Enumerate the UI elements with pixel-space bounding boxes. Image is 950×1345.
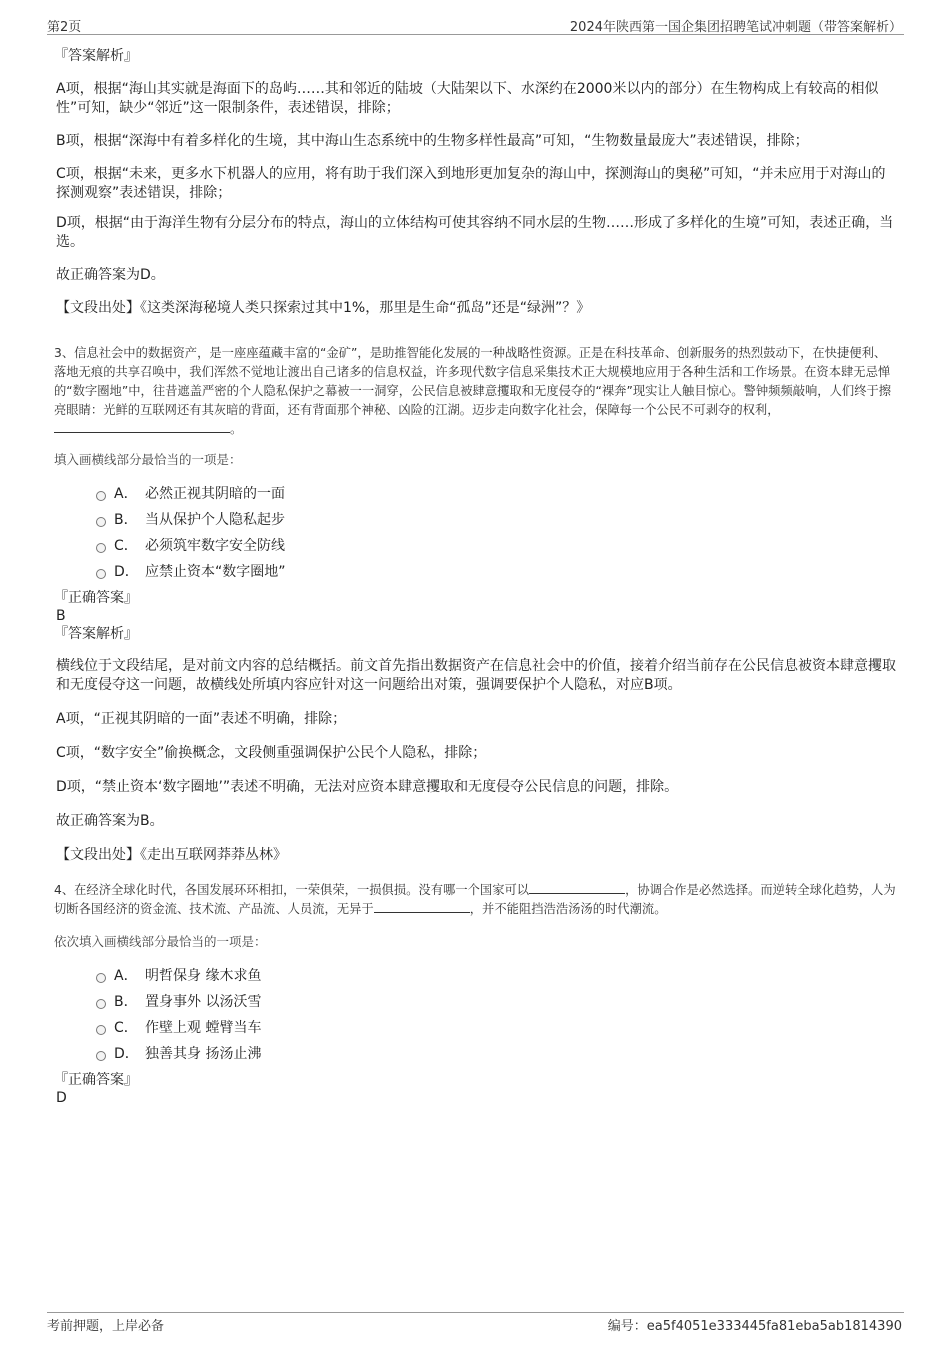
correct-answer-label: 『正确答案』 — [54, 1072, 138, 1088]
analysis-option-a: A项，“正视其阴暗的一面”表述不明确，排除； — [56, 711, 347, 727]
radio-icon[interactable] — [96, 491, 106, 501]
document-id: 编号：ea5f4051e333445fa81eba5ab1814390 — [607, 1319, 902, 1334]
document-title: 2024年陕西第一国企集团招聘笔试冲刺题（带答案解析） — [569, 20, 902, 35]
analysis-label: 『答案解析』 — [54, 626, 138, 642]
footer-slogan: 考前押题，上岸必备 — [47, 1319, 165, 1334]
source-citation: 【文段出处】《走出互联网莽莽丛林》 — [56, 847, 287, 863]
answer-blank — [54, 420, 230, 433]
page-number: 第2页 — [47, 20, 82, 35]
option-a[interactable]: A． 明哲保身 缘木求鱼 — [96, 963, 896, 989]
main-content — [56, 46, 896, 1107]
question-3-text: 3、信息社会中的数据资产，是一座座蕴藏丰富的“金矿”，是助推智能化发展的一种战略性资源。正是在科技革命、创新服务的热烈鼓动下，在快捷便利、落地无痕的共享召唤中，我们浑然不觉地让渡出自己诸多的信息权益，许多现代数字信息采集技术正大规模地应用于各种生活和工作场景。在资本肆无忌惮的“数字圈地”中，往昔遮盖严密的个人隐私保护之幕被一一洞穿，公民信息被肆意攫取和无度侵夺的“裸奔”现实让人触目惊心。警钟频频敲响，人们终于擦亮眼睛：光鲜的互联网还有其灰暗的背面，还有背面那个神秘、凶险的江湖。迈步走向数字化社会，保障每一个公民不可剥夺的权利，。 — [54, 346, 892, 436]
option-c[interactable]: C． 必须筑牢数字安全防线 — [96, 533, 896, 559]
option-c[interactable]: C． 作壁上观 螳臂当车 — [96, 1015, 896, 1041]
analysis-label: 『答案解析』 — [54, 48, 138, 64]
radio-icon[interactable] — [96, 1051, 106, 1061]
analysis-option-a: A项，根据“海山其实就是海面下的岛屿……其和邻近的陆坡（大陆架以下、水深约在2000米以内的部分）在生物构成上有较高的相似性”可知，缺少“邻近”这一限制条件，表述错误，排除； — [56, 81, 879, 116]
analysis-option-d: D项，根据“由于海洋生物有分层分布的特点，海山的立体结构可使其容纳不同水层的生物……形成了多样化的生境”可知，表述正确，当选。 — [56, 215, 894, 250]
analysis-option-c: C项，根据“未来，更多水下机器人的应用，将有助于我们深入到地形更加复杂的海山中，探测海山的奥秘”可知，“并未应用于对海山的探测观察”表述错误，排除； — [56, 166, 886, 201]
page-header — [47, 14, 904, 35]
answer-blank-1 — [529, 881, 625, 894]
option-a[interactable]: A． 必然正视其阴暗的一面 — [96, 481, 896, 507]
source-citation: 【文段出处】《这类深海秘境人类只探索过其中1%，那里是生命“孤岛”还是“绿洲”？》 — [56, 300, 591, 316]
analysis-option-d: D项，“禁止资本‘数字圈地’”表述不明确，无法对应资本肆意攫取和无度侵夺公民信息的问题，排除。 — [56, 779, 679, 795]
analysis-option-c: C项，“数字安全”偷换概念，文段侧重强调保护公民个人隐私，排除； — [56, 745, 487, 761]
question-3-options — [96, 481, 896, 585]
analysis-option-b: B项，根据“深海中有着多样化的生境，其中海山生态系统中的生物多样性最高”可知，“生物数量最庞大”表述错误，排除； — [56, 133, 809, 149]
option-b[interactable]: B． 置身事外 以汤沃雪 — [96, 989, 896, 1015]
correct-answer: B — [56, 608, 66, 624]
analysis-conclusion: 故正确答案为D。 — [56, 267, 165, 283]
question-4-instruction: 依次填入画横线部分最恰当的一项是： — [54, 934, 267, 949]
radio-icon[interactable] — [96, 999, 106, 1009]
correct-answer-label: 『正确答案』 — [54, 590, 138, 606]
correct-answer: D — [56, 1090, 67, 1106]
option-d[interactable]: D． 独善其身 扬汤止沸 — [96, 1041, 896, 1067]
option-d[interactable]: D． 应禁止资本“数字圈地” — [96, 559, 896, 585]
answer-blank-2 — [374, 900, 470, 913]
radio-icon[interactable] — [96, 973, 106, 983]
radio-icon[interactable] — [96, 1025, 106, 1035]
page-footer — [47, 1312, 904, 1333]
radio-icon[interactable] — [96, 517, 106, 527]
option-b[interactable]: B． 当从保护个人隐私起步 — [96, 507, 896, 533]
question-4-text: 4、在经济全球化时代，各国发展环环相扣，一荣俱荣，一损俱损。没有哪一个国家可以 ，协调合作是必然选择。而逆转全球化趋势，人为切断各国经济的资金流、技术流、产品流、人员流，无异于 ，并不能阻挡浩浩汤汤的时代潮流。 — [54, 883, 896, 916]
question-4-options — [96, 963, 896, 1067]
question-3-instruction: 填入画横线部分最恰当的一项是： — [54, 452, 242, 467]
radio-icon[interactable] — [96, 543, 106, 553]
analysis-main: 横线位于文段结尾，是对前文内容的总结概括。前文首先指出数据资产在信息社会中的价值，接着介绍当前存在公民信息被资本肆意攫取和无度侵夺这一问题，故横线处所填内容应针对这一问题给出对策，强调要保护个人隐私，对应B项。 — [56, 658, 896, 693]
analysis-conclusion: 故正确答案为B。 — [56, 813, 164, 829]
radio-icon[interactable] — [96, 569, 106, 579]
